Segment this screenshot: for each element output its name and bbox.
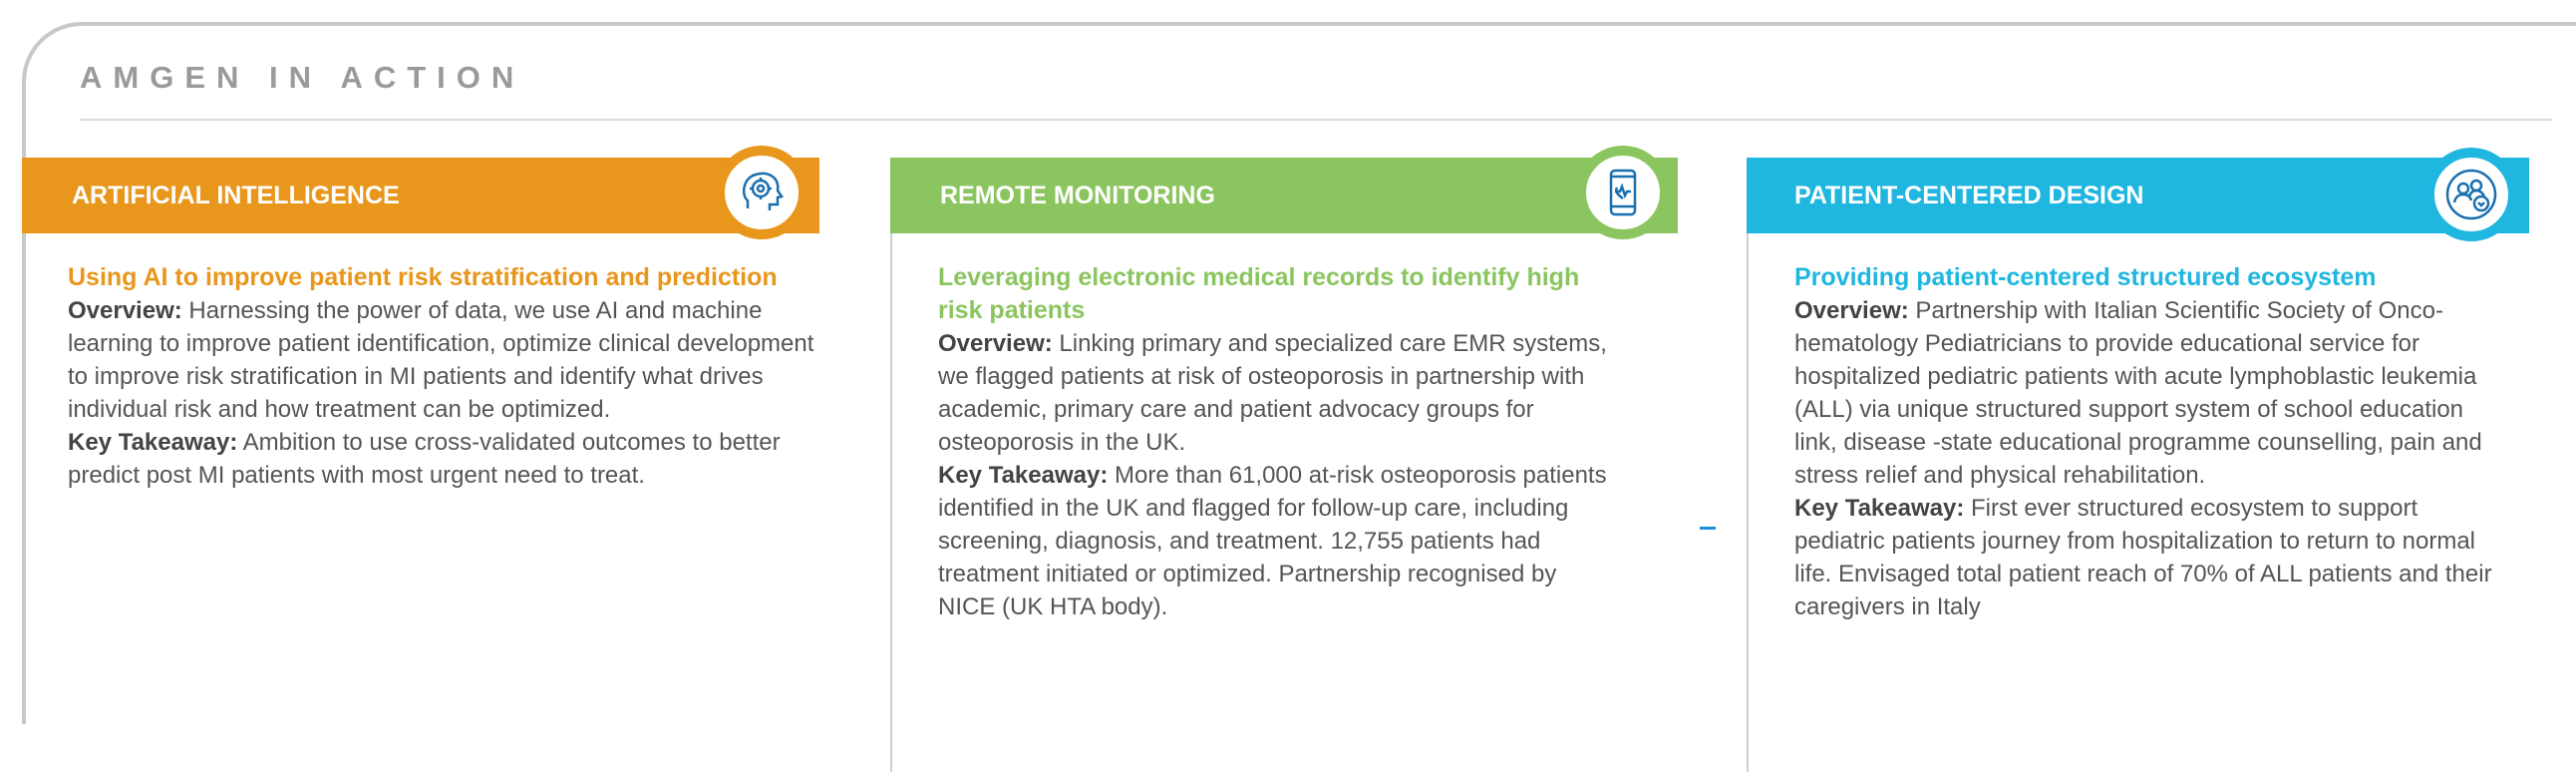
card-header-bar [890,158,1678,233]
phone-heart-icon [1576,146,1670,239]
overview-text: Linking primary and specialized care EMR systems, we flagged patients at risk of osteoporosis in partnership with academic, primary care and patient advocacy groups for osteoporosis in the UK. [938,330,1607,456]
takeaway-paragraph [68,426,825,492]
takeaway-paragraph [1794,492,2492,623]
card-body [938,261,1616,623]
overview-label: Overview: [938,330,1053,357]
card-headline: Using AI to improve patient risk stratification and prediction [68,263,778,291]
card-left-rule [890,233,892,772]
card-left-rule [1747,233,1749,772]
card-body [68,261,825,492]
card-header-bar [22,158,819,233]
overview-text: Harnessing the power of data, we use AI and machine learning to improve patient identification, optimize clinical development to improve risk stratification in MI patients and identify what drives individual risk and how treatment can be optimized. [68,297,814,423]
takeaway-text: Ambition to use cross-validated outcomes to better predict post MI patients with most urgent need to treat. [68,429,781,489]
stray-dash [1700,527,1716,530]
takeaway-label: Key Takeaway: [938,462,1109,489]
takeaway-label: Key Takeaway: [1794,495,1965,522]
overview-label: Overview: [68,297,182,324]
patient-group-icon [2424,148,2518,241]
card-header-bar [1747,158,2529,233]
card-headline: Providing patient-centered structured ecosystem [1794,263,2377,291]
takeaway-label: Key Takeaway: [68,429,238,456]
card-category: PATIENT-CENTERED DESIGN [1794,181,2144,209]
overview-paragraph [1794,294,2492,492]
section-divider [80,119,2552,121]
card-category: ARTIFICIAL INTELLIGENCE [72,181,400,209]
overview-paragraph [938,327,1616,459]
ai-head-icon [715,146,808,239]
overview-paragraph [68,294,825,426]
card-body [1794,261,2492,623]
takeaway-paragraph [938,459,1616,623]
overview-label: Overview: [1794,297,1909,324]
section-title: AMGEN IN ACTION [80,60,525,95]
takeaway-text: First ever structured ecosystem to support pediatric patients journey from hospitalization to return to normal life. Envisaged total patient reach of 70% of ALL patients and their caregivers in Italy [1794,495,2492,620]
card-category: REMOTE MONITORING [940,181,1215,209]
card-headline: Leveraging electronic medical records to identify high risk patients [938,263,1580,324]
overview-text: Partnership with Italian Scientific Society of Onco-hematology Pediatricians to provide educational service for hospitalized pediatric patients with acute lymphoblastic leukemia (ALL) via unique structured support system of school education link, disease -state educational programme counselling, pain and stress relief and physical rehabilitation. [1794,297,2482,489]
takeaway-text: More than 61,000 at-risk osteoporosis patients identified in the UK and flagged for follow-up care, including screening, diagnosis, and treatment. 12,755 patients had treatment initiated or optimized. Partnership recognised by NICE (UK HTA body). [938,462,1607,620]
